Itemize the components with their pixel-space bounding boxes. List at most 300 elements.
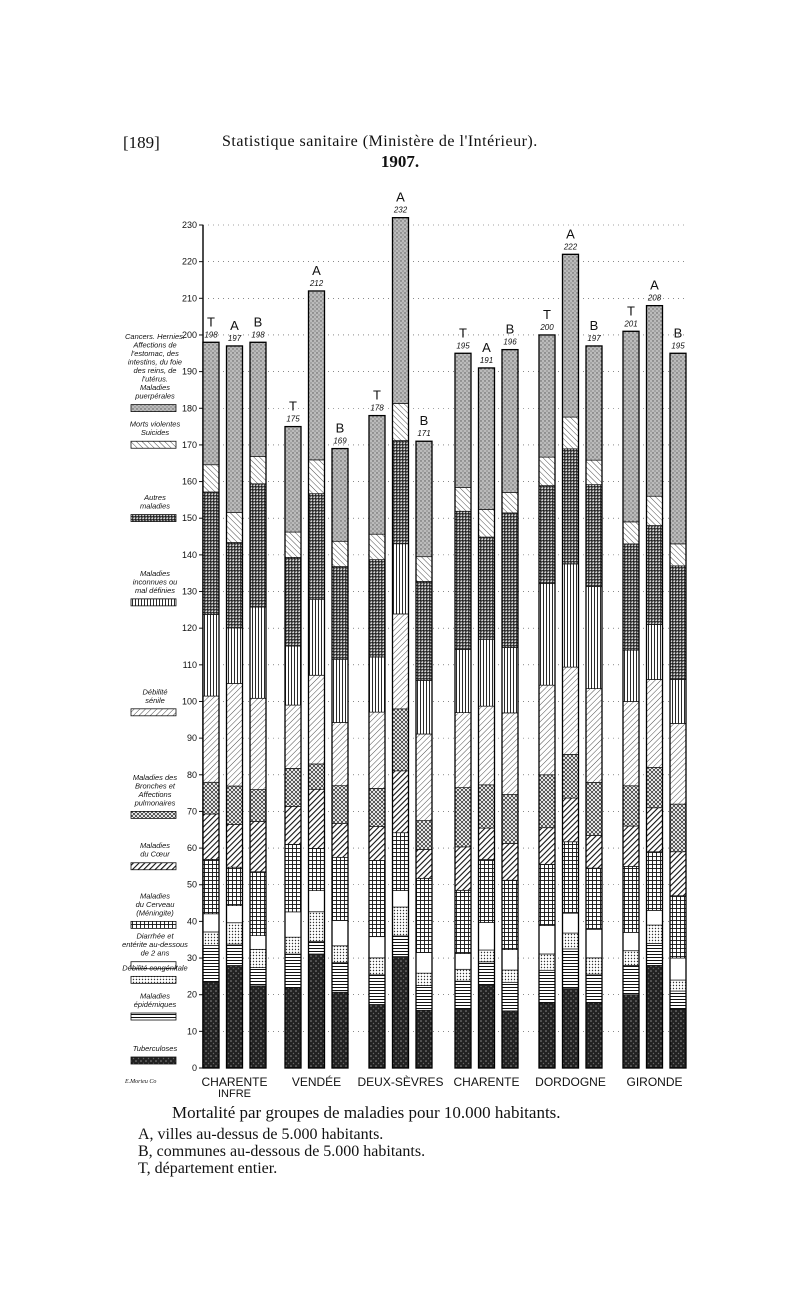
bar-A bbox=[479, 340, 495, 1068]
y-tick-label: 210 bbox=[181, 293, 197, 304]
bar-segment bbox=[479, 950, 495, 962]
bar-segment bbox=[203, 914, 219, 932]
y-tick-label: 30 bbox=[186, 953, 197, 964]
bar-segment bbox=[332, 722, 348, 785]
bar-segment bbox=[502, 648, 518, 713]
bar-segment bbox=[393, 771, 409, 833]
bar-segment bbox=[455, 713, 471, 788]
bar-segment bbox=[455, 649, 471, 712]
bar-segment bbox=[479, 860, 495, 923]
bar-segment bbox=[623, 522, 639, 544]
bar-segment bbox=[309, 941, 325, 954]
legend-swatch bbox=[131, 863, 176, 870]
bar-segment bbox=[647, 925, 663, 943]
bar-segment bbox=[285, 954, 301, 988]
bar-segment bbox=[563, 564, 579, 667]
bar-segment bbox=[539, 925, 555, 954]
bar-segment bbox=[250, 968, 266, 986]
bar-segment bbox=[539, 685, 555, 775]
bar-segment bbox=[586, 587, 602, 689]
bar-segment bbox=[309, 912, 325, 942]
bar-segment bbox=[203, 492, 219, 614]
chart-caption: Mortalité par groupes de maladies pour 10.000 habitants. bbox=[172, 1103, 561, 1122]
bar-segment bbox=[623, 701, 639, 785]
y-tick-label: 80 bbox=[186, 769, 197, 780]
bar-segment bbox=[369, 788, 385, 826]
bar-segment bbox=[479, 985, 495, 1068]
legend-label: Affections de bbox=[133, 340, 177, 350]
bar-segment bbox=[502, 713, 518, 795]
bar-segment bbox=[203, 782, 219, 814]
legend-label: sénile bbox=[145, 695, 165, 705]
bar-segment bbox=[502, 513, 518, 648]
bar-segment bbox=[332, 659, 348, 722]
bar-segment bbox=[670, 804, 686, 852]
legend-swatch bbox=[131, 1013, 176, 1020]
bar-segment bbox=[332, 963, 348, 992]
bar-segment bbox=[623, 932, 639, 950]
bar-segment bbox=[393, 441, 409, 544]
legend-label: du Cœur bbox=[140, 849, 170, 859]
legend-swatch bbox=[131, 709, 176, 716]
legend-label: puerpérales bbox=[135, 391, 175, 401]
bar-segment bbox=[309, 764, 325, 789]
bar-segment bbox=[647, 943, 663, 965]
bar-value-label: 191 bbox=[479, 355, 494, 365]
bar-segment bbox=[250, 342, 266, 456]
bar-segment bbox=[393, 957, 409, 1068]
bar-segment bbox=[455, 1009, 471, 1068]
bar-segment bbox=[455, 953, 471, 969]
bar-segment bbox=[502, 970, 518, 982]
bar-segment bbox=[203, 859, 219, 913]
bar-value-label: 178 bbox=[370, 403, 384, 413]
bar-segment bbox=[623, 650, 639, 701]
chart-year: 1907. bbox=[380, 152, 420, 171]
bar-segment bbox=[586, 1003, 602, 1068]
bar-segment bbox=[285, 988, 301, 1068]
legend-label: inconnues ou bbox=[132, 577, 178, 587]
bar-segment bbox=[250, 872, 266, 936]
bar-segment bbox=[586, 835, 602, 868]
caption-line-b: B, communes au-dessous de 5.000 habitants. bbox=[138, 1143, 426, 1160]
bar-segment bbox=[670, 896, 686, 958]
bar-segment bbox=[250, 949, 266, 967]
bar-segment bbox=[623, 544, 639, 650]
bar-segment bbox=[502, 492, 518, 512]
bar-segment bbox=[309, 460, 325, 494]
bar-segment bbox=[369, 712, 385, 788]
bar-segment bbox=[285, 557, 301, 646]
bar-segment bbox=[227, 867, 243, 905]
bar-segment bbox=[623, 786, 639, 826]
bar-segment bbox=[586, 689, 602, 783]
bar-segment bbox=[455, 890, 471, 953]
legend-label: Affections bbox=[138, 789, 172, 799]
bar-letter-label: B bbox=[505, 321, 515, 337]
group-label: GIRONDE bbox=[626, 1075, 683, 1089]
bar-segment bbox=[586, 346, 602, 460]
bar-letter-label: A bbox=[482, 339, 491, 355]
group-label: DEUX-SÈVRES bbox=[357, 1075, 444, 1089]
bar-segment bbox=[539, 335, 555, 457]
bar-segment bbox=[539, 775, 555, 828]
bar-segment bbox=[502, 1011, 518, 1068]
bar-B bbox=[586, 318, 602, 1068]
bar-segment bbox=[479, 785, 495, 828]
bar-letter-label: B bbox=[253, 314, 263, 330]
bar-segment bbox=[416, 441, 432, 556]
bar-segment bbox=[539, 970, 555, 1003]
y-tick-label: 110 bbox=[182, 659, 197, 670]
bar-segment bbox=[393, 891, 409, 908]
bar-value-label: 197 bbox=[587, 333, 601, 343]
bar-segment bbox=[250, 936, 266, 950]
bar-segment bbox=[586, 868, 602, 929]
legend-label: Suicides bbox=[140, 428, 170, 438]
legend-label: mal définies bbox=[134, 585, 176, 595]
bar-segment bbox=[647, 808, 663, 852]
bar-T bbox=[203, 314, 219, 1068]
bar-value-label: 197 bbox=[227, 333, 242, 343]
legend-label: entérite au-dessous bbox=[122, 940, 188, 950]
bar-segment bbox=[332, 857, 348, 920]
legend-label: (Méningite) bbox=[136, 908, 174, 918]
group-label: CHARENTE bbox=[201, 1075, 268, 1089]
bar-segment bbox=[647, 526, 663, 625]
bar-letter-label: T bbox=[207, 314, 215, 330]
y-tick-label: 190 bbox=[181, 366, 197, 377]
group-label: CHARENTE bbox=[453, 1075, 520, 1089]
bar-segment bbox=[563, 842, 579, 913]
bar-segment bbox=[250, 986, 266, 1068]
bar-segment bbox=[586, 974, 602, 1003]
bar-segment bbox=[309, 599, 325, 675]
page-number: [189] bbox=[123, 133, 160, 152]
bar-segment bbox=[563, 933, 579, 949]
bar-segment bbox=[227, 906, 243, 923]
bar-value-label: 201 bbox=[624, 319, 638, 329]
bar-A bbox=[563, 226, 579, 1068]
y-tick-label: 230 bbox=[181, 220, 197, 230]
bar-letter-label: B bbox=[673, 325, 683, 341]
bar-letter-label: A bbox=[396, 189, 405, 205]
legend-swatch bbox=[131, 921, 176, 928]
bar-segment bbox=[539, 583, 555, 685]
legend-swatch bbox=[131, 599, 176, 606]
bar-segment bbox=[393, 403, 409, 440]
bar-segment bbox=[309, 789, 325, 848]
bar-segment bbox=[563, 754, 579, 798]
legend-label: Cancers. Hernies. bbox=[124, 332, 186, 342]
y-tick-label: 170 bbox=[181, 439, 197, 450]
bar-segment bbox=[416, 581, 432, 680]
bar-segment bbox=[586, 958, 602, 974]
legend-swatch bbox=[131, 515, 176, 522]
bar-segment bbox=[539, 486, 555, 584]
bar-segment bbox=[623, 866, 639, 932]
bar-letter-label: A bbox=[312, 262, 321, 278]
bar-segment bbox=[455, 969, 471, 981]
bar-segment bbox=[203, 342, 219, 464]
bar-segment bbox=[227, 944, 243, 965]
bar-segment bbox=[227, 683, 243, 786]
bar-segment bbox=[393, 907, 409, 936]
legend-swatch bbox=[131, 405, 176, 412]
bar-segment bbox=[455, 981, 471, 1009]
bar-segment bbox=[309, 891, 325, 912]
bar-letter-label: T bbox=[543, 306, 551, 322]
bar-segment bbox=[369, 1004, 385, 1068]
group-label-line2: INFRE bbox=[218, 1088, 251, 1100]
legend-label: intestins, du foie bbox=[127, 357, 183, 367]
bar-segment bbox=[285, 912, 301, 937]
bar-segment bbox=[250, 790, 266, 822]
bar-segment bbox=[563, 949, 579, 989]
engraver-signature: E.Morieu Co bbox=[125, 1079, 157, 1085]
bar-segment bbox=[227, 346, 243, 513]
bar-value-label: 222 bbox=[563, 242, 578, 252]
legend-label: de 2 ans bbox=[140, 948, 170, 958]
bar-segment bbox=[416, 878, 432, 952]
legend-label: pulmonaires bbox=[134, 798, 176, 808]
bar-segment bbox=[623, 951, 639, 966]
legend-label: l'estomac, des bbox=[131, 349, 179, 359]
bar-segment bbox=[502, 350, 518, 493]
bar-segment bbox=[203, 465, 219, 492]
caption-line-a: A, villes au-dessus de 5.000 habitants. bbox=[138, 1126, 384, 1143]
bar-value-label: 200 bbox=[540, 322, 554, 332]
bar-B bbox=[332, 421, 348, 1068]
y-tick-label: 10 bbox=[186, 1026, 197, 1037]
bar-segment bbox=[563, 667, 579, 754]
bar-value-label: 195 bbox=[671, 341, 685, 351]
x-axis-group-labels bbox=[201, 1074, 682, 1100]
bar-letter-label: T bbox=[627, 303, 635, 319]
bar-segment bbox=[369, 975, 385, 1005]
bar-segment bbox=[586, 460, 602, 484]
bar-segment bbox=[227, 786, 243, 824]
y-tick-label: 70 bbox=[186, 806, 197, 817]
bar-segment bbox=[416, 821, 432, 850]
bar-letter-label: B bbox=[335, 420, 345, 436]
bar-segment bbox=[203, 696, 219, 782]
bar-T bbox=[369, 388, 385, 1068]
y-tick-label: 180 bbox=[181, 403, 197, 414]
bar-B bbox=[502, 322, 518, 1068]
y-tick-label: 160 bbox=[181, 476, 197, 487]
bar-segment bbox=[670, 852, 686, 896]
bar-segment bbox=[285, 937, 301, 954]
bar-segment bbox=[227, 923, 243, 944]
y-tick-label: 140 bbox=[181, 549, 197, 560]
y-tick-label: 20 bbox=[186, 989, 197, 1000]
bar-segment bbox=[203, 814, 219, 859]
bar-segment bbox=[369, 958, 385, 975]
bar-value-label: 208 bbox=[647, 293, 662, 303]
group-label: VENDÉE bbox=[291, 1075, 342, 1089]
bar-segment bbox=[416, 953, 432, 974]
bar-segment bbox=[309, 954, 325, 1068]
legend-label: Maladies bbox=[139, 568, 171, 578]
bar-letter-label: B bbox=[589, 317, 599, 333]
bar-series bbox=[203, 190, 686, 1068]
bar-segment bbox=[332, 921, 348, 946]
bar-segment bbox=[332, 567, 348, 660]
bar-segment bbox=[285, 532, 301, 557]
bar-B bbox=[670, 325, 686, 1068]
bar-segment bbox=[502, 795, 518, 844]
y-tick-label: 150 bbox=[181, 513, 197, 524]
legend-swatch bbox=[131, 441, 176, 448]
bar-segment bbox=[227, 965, 243, 1068]
bar-segment bbox=[285, 806, 301, 844]
bar-segment bbox=[670, 566, 686, 680]
legend-label: Maladies bbox=[139, 991, 171, 1001]
legend-label: épidémiques bbox=[133, 1000, 177, 1010]
legend-label: Bronches et bbox=[134, 781, 176, 791]
bar-segment bbox=[586, 782, 602, 835]
bar-segment bbox=[203, 982, 219, 1068]
y-tick-label: 60 bbox=[186, 843, 197, 854]
bar-letter-label: A bbox=[566, 226, 575, 242]
bar-T bbox=[285, 399, 301, 1068]
legend-label: Autres bbox=[144, 493, 166, 503]
bar-segment bbox=[227, 513, 243, 543]
bar-segment bbox=[563, 913, 579, 933]
bar-segment bbox=[647, 965, 663, 1068]
bar-segment bbox=[563, 989, 579, 1068]
bar-value-label: 195 bbox=[456, 341, 470, 351]
bar-segment bbox=[203, 932, 219, 946]
bar-segment bbox=[250, 456, 266, 483]
y-tick-label: 200 bbox=[181, 329, 197, 340]
bar-value-label: 175 bbox=[286, 414, 300, 424]
bar-segment bbox=[479, 639, 495, 706]
bar-segment bbox=[416, 986, 432, 1011]
bar-segment bbox=[670, 544, 686, 566]
bar-T bbox=[623, 303, 639, 1068]
bar-segment bbox=[479, 706, 495, 785]
bar-value-label: 196 bbox=[503, 337, 517, 347]
bar-value-label: 171 bbox=[417, 429, 431, 439]
y-tick-label: 130 bbox=[181, 586, 197, 597]
bar-segment bbox=[647, 306, 663, 497]
bar-segment bbox=[227, 542, 243, 627]
bar-segment bbox=[416, 973, 432, 985]
bar-A bbox=[647, 278, 663, 1068]
bar-segment bbox=[670, 980, 686, 991]
bar-segment bbox=[563, 449, 579, 564]
bar-segment bbox=[369, 534, 385, 559]
bar-segment bbox=[285, 646, 301, 705]
legend-label: Diarrhée et bbox=[136, 931, 174, 941]
bar-segment bbox=[502, 880, 518, 949]
bar-segment bbox=[670, 723, 686, 804]
bar-segment bbox=[479, 510, 495, 538]
bar-segment bbox=[369, 937, 385, 958]
bar-segment bbox=[309, 848, 325, 890]
bar-segment bbox=[670, 958, 686, 980]
bar-segment bbox=[479, 962, 495, 986]
bar-T bbox=[455, 325, 471, 1068]
bar-A bbox=[393, 190, 409, 1068]
bar-segment bbox=[455, 488, 471, 512]
bar-segment bbox=[455, 847, 471, 890]
bar-segment bbox=[479, 828, 495, 859]
bar-segment bbox=[332, 786, 348, 824]
bar-segment bbox=[332, 824, 348, 858]
bar-segment bbox=[539, 864, 555, 925]
legend-label: maladies bbox=[139, 501, 171, 511]
bar-letter-label: A bbox=[650, 277, 659, 293]
bar-segment bbox=[670, 991, 686, 1009]
group-label: DORDOGNE bbox=[535, 1075, 606, 1089]
legend-swatch bbox=[131, 976, 176, 983]
bar-segment bbox=[309, 291, 325, 460]
bar-letter-label: T bbox=[459, 325, 467, 341]
bar-segment bbox=[623, 331, 639, 522]
bar-segment bbox=[250, 822, 266, 872]
bar-value-label: 198 bbox=[204, 330, 218, 340]
bar-segment bbox=[623, 965, 639, 994]
legend-label: Maladies bbox=[139, 891, 171, 901]
y-tick-label: 50 bbox=[186, 879, 197, 890]
bar-segment bbox=[416, 849, 432, 878]
bar-segment bbox=[369, 416, 385, 535]
legend-swatch bbox=[131, 1057, 176, 1064]
bar-segment bbox=[332, 992, 348, 1068]
bar-B bbox=[250, 314, 266, 1068]
bar-segment bbox=[647, 496, 663, 525]
bar-segment bbox=[203, 946, 219, 982]
y-tick-label: 100 bbox=[181, 696, 197, 707]
bar-segment bbox=[393, 936, 409, 957]
bar-segment bbox=[285, 427, 301, 532]
bar-segment bbox=[647, 625, 663, 680]
bar-letter-label: T bbox=[373, 387, 381, 403]
bar-segment bbox=[647, 852, 663, 911]
y-tick-label: 120 bbox=[181, 623, 197, 634]
legend-label: Débilité congénitale bbox=[122, 963, 188, 973]
bar-segment bbox=[393, 709, 409, 771]
bar-segment bbox=[416, 557, 432, 582]
bar-segment bbox=[250, 484, 266, 607]
bar-A bbox=[309, 263, 325, 1068]
legend-label: Morts violentes bbox=[129, 419, 181, 429]
bar-segment bbox=[416, 1010, 432, 1068]
bar-segment bbox=[285, 768, 301, 806]
legend-label: Maladies bbox=[139, 841, 171, 851]
bar-segment bbox=[502, 844, 518, 881]
legend-label: du Cerveau bbox=[135, 899, 175, 909]
legend-label: Débilité bbox=[142, 687, 168, 697]
bar-segment bbox=[623, 826, 639, 866]
bar-segment bbox=[285, 705, 301, 768]
bar-segment bbox=[332, 946, 348, 963]
bar-letter-label: B bbox=[419, 413, 429, 429]
bar-segment bbox=[369, 827, 385, 861]
bar-segment bbox=[539, 1003, 555, 1068]
bar-T bbox=[539, 307, 555, 1068]
bar-segment bbox=[479, 537, 495, 639]
bar-segment bbox=[479, 922, 495, 950]
bar-segment bbox=[332, 541, 348, 566]
bar-value-label: 169 bbox=[333, 436, 347, 446]
bar-segment bbox=[647, 767, 663, 807]
bar-A bbox=[227, 318, 243, 1068]
legend-label: Tuberculoses bbox=[132, 1044, 178, 1054]
